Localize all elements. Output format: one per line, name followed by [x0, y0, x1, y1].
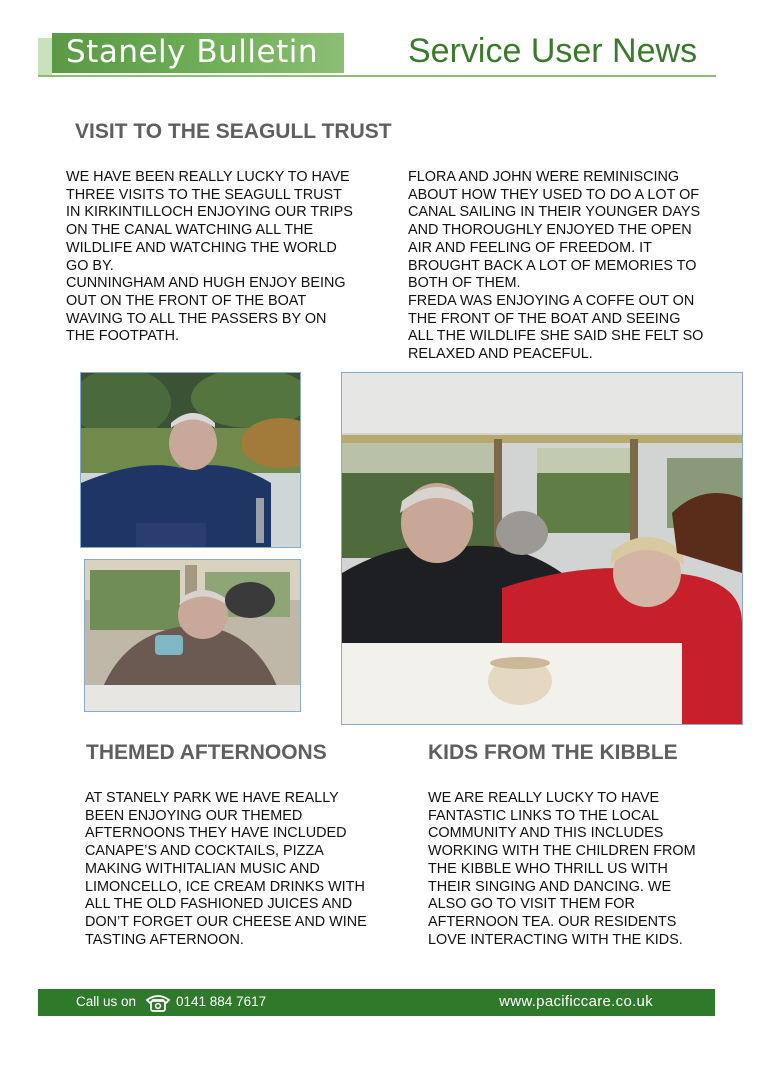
- footer-call-label: Call us on: [76, 994, 137, 1009]
- themed-heading: THEMED AFTERNOONS: [86, 741, 327, 764]
- footer-bar: [38, 989, 715, 1016]
- header-accent: [38, 38, 52, 75]
- photo-lady-with-cup: [84, 559, 301, 712]
- header-divider: [38, 75, 716, 77]
- kibble-heading: KIDS FROM THE KIBBLE: [428, 741, 678, 764]
- phone-icon: [144, 991, 172, 1018]
- photo-man-on-boat: [80, 372, 301, 548]
- seagull-text-col2: FLORA AND JOHN WERE REMINISCING ABOUT HOW THEY USED TO DO A LOT OF CANAL SAILING IN THEIR YOUNGER DAYS AND THOROUGHLY ENJOYED THE OPEN AIR AND FEELING OF FREEDOM. IT BROUGHT BACK A LOT OF MEMORIES TO BOTH OF THEM. FREDA WAS ENJOYING A COFFE OUT ON THE FRONT OF THE BOAT AND SEEING ALL THE WILDLIFE SHE SAID SHE FELT SO RELAXED AND PEACEFUL.: [408, 169, 704, 363]
- footer-phone-number[interactable]: 0141 884 7617: [176, 994, 267, 1009]
- footer-website-link[interactable]: www.pacificcare.co.uk: [499, 993, 653, 1010]
- seagull-heading: VISIT TO THE SEAGULL TRUST: [75, 120, 392, 143]
- brand-name: Stanely Bulletin: [66, 34, 318, 70]
- seagull-text-col1: WE HAVE BEEN REALLY LUCKY TO HAVE THREE VISITS TO THE SEAGULL TRUST IN KIRKINTILLOCH ENJOYING OUR TRIPS ON THE CANAL WATCHING ALL THE WILDLIFE AND WATCHING THE WORLD GO BY. CUNNINGHAM AND HUGH ENJOY BEING OUT ON THE FRONT OF THE BOAT WAVING TO ALL THE PASSERS BY ON THE FOOTPATH.: [66, 169, 353, 345]
- newsletter-title: Service User News: [408, 32, 698, 70]
- themed-text: AT STANELY PARK WE HAVE REALLY BEEN ENJOYING OUR THEMED AFTERNOONS THEY HAVE INCLUDED CANAPE’S AND COCKTAILS, PIZZA MAKING WITHITALIAN MUSIC AND LIMONCELLO, ICE CREAM DRINKS WITH ALL THE OLD FASHIONED JUICES AND DON’T FORGET OUR CHEESE AND WINE TASTING AFTERNOON.: [85, 790, 367, 948]
- kibble-text: WE ARE REALLY LUCKY TO HAVE FANTASTIC LINKS TO THE LOCAL COMMUNITY AND THIS INCLUDES WORKING WITH THE CHILDREN FROM THE KIBBLE WHO THRILL US WITH THEIR SINGING AND DANCING. WE ALSO GO TO VISIT THEM FOR AFTERNOON TEA. OUR RESIDENTS LOVE INTERACTING WITH THE KIDS.: [428, 790, 696, 948]
- photo-group-on-boat: [341, 372, 743, 725]
